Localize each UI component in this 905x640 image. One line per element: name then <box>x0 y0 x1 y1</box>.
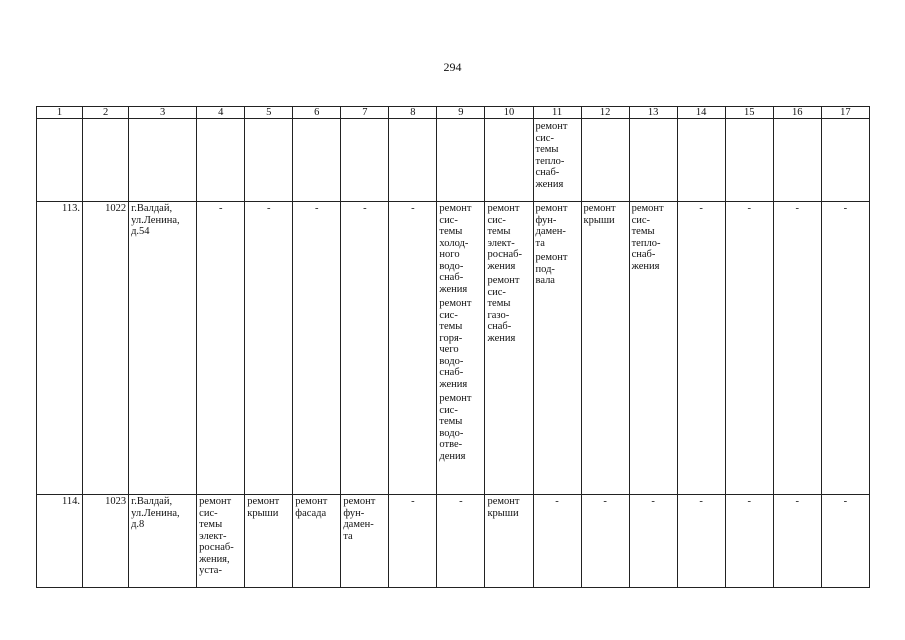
empty-cell: - <box>677 495 725 588</box>
work-item: ремонт под- вала <box>535 252 568 286</box>
work-cell <box>533 119 581 202</box>
table-row <box>37 202 870 495</box>
empty-cell: - <box>725 202 773 495</box>
column-header: 9 <box>437 107 485 119</box>
table-row-continued <box>37 119 870 202</box>
work-cell <box>485 495 533 588</box>
column-header: 8 <box>389 107 437 119</box>
work-cell <box>629 202 677 495</box>
house-id: 1023 <box>83 495 129 588</box>
address-cell <box>129 202 197 495</box>
row-number: 113. <box>37 202 83 495</box>
column-header: 2 <box>83 107 129 119</box>
empty-cell: - <box>533 495 581 588</box>
column-header: 3 <box>129 107 197 119</box>
column-header: 5 <box>245 107 293 119</box>
work-item: ремонт сис- темы тепло- снаб- жения <box>535 121 568 190</box>
empty-cell: - <box>581 495 629 588</box>
row-number: 114. <box>37 495 83 588</box>
empty-cell: - <box>389 202 437 495</box>
empty-cell: - <box>677 202 725 495</box>
work-cell <box>581 202 629 495</box>
work-item: ремонт фасада <box>295 496 328 519</box>
work-cell <box>245 495 293 588</box>
empty-cell: - <box>197 202 245 495</box>
empty-cell: - <box>245 202 293 495</box>
work-item: ремонт фун- дамен- та <box>535 203 568 249</box>
work-cell <box>341 495 389 588</box>
work-item: ремонт фун- дамен- та <box>343 496 376 542</box>
work-item: ремонт крыши <box>583 203 616 226</box>
empty-cell: - <box>773 202 821 495</box>
work-item: ремонт крыши <box>247 496 280 519</box>
column-header: 11 <box>533 107 581 119</box>
empty-cell: - <box>389 495 437 588</box>
column-header: 7 <box>341 107 389 119</box>
column-header: 17 <box>821 107 869 119</box>
column-numbers-row <box>37 107 870 119</box>
column-header: 6 <box>293 107 341 119</box>
work-item: ремонт сис- темы горя- чего водо- снаб- жения <box>439 298 472 390</box>
work-item: ремонт сис- темы элект- роснаб- жения, уста- <box>199 496 234 576</box>
work-cell <box>485 202 533 495</box>
empty-cell: - <box>341 202 389 495</box>
work-item: ремонт сис- темы холод- ного водо- снаб- жения <box>439 203 472 295</box>
column-header: 15 <box>725 107 773 119</box>
column-header: 10 <box>485 107 533 119</box>
address: г.Валдай, ул.Ленина, д.54 <box>131 203 180 237</box>
repair-schedule-table <box>36 106 870 588</box>
house-id: 1022 <box>83 202 129 495</box>
work-item: ремонт сис- темы водо- отве- дения <box>439 393 472 462</box>
column-header: 16 <box>773 107 821 119</box>
column-header: 12 <box>581 107 629 119</box>
empty-cell: - <box>293 202 341 495</box>
empty-cell: - <box>725 495 773 588</box>
column-header: 4 <box>197 107 245 119</box>
column-header: 13 <box>629 107 677 119</box>
column-header: 14 <box>677 107 725 119</box>
work-cell <box>197 495 245 588</box>
work-item: ремонт крыши <box>487 496 520 519</box>
empty-cell: - <box>773 495 821 588</box>
work-cell <box>437 202 485 495</box>
address-cell <box>129 495 197 588</box>
empty-cell: - <box>821 202 869 495</box>
column-header: 1 <box>37 107 83 119</box>
work-item: ремонт сис- темы элект- роснаб- жения <box>487 203 522 272</box>
work-item: ремонт сис- темы газо- снаб- жения <box>487 275 520 344</box>
empty-cell: - <box>821 495 869 588</box>
address: г.Валдай, ул.Ленина, д.8 <box>131 496 180 530</box>
table-row <box>37 495 870 588</box>
empty-cell: - <box>629 495 677 588</box>
work-item: ремонт сис- темы тепло- снаб- жения <box>631 203 664 272</box>
work-cell <box>293 495 341 588</box>
work-cell <box>533 202 581 495</box>
page-number: 294 <box>443 60 462 74</box>
empty-cell: - <box>437 495 485 588</box>
